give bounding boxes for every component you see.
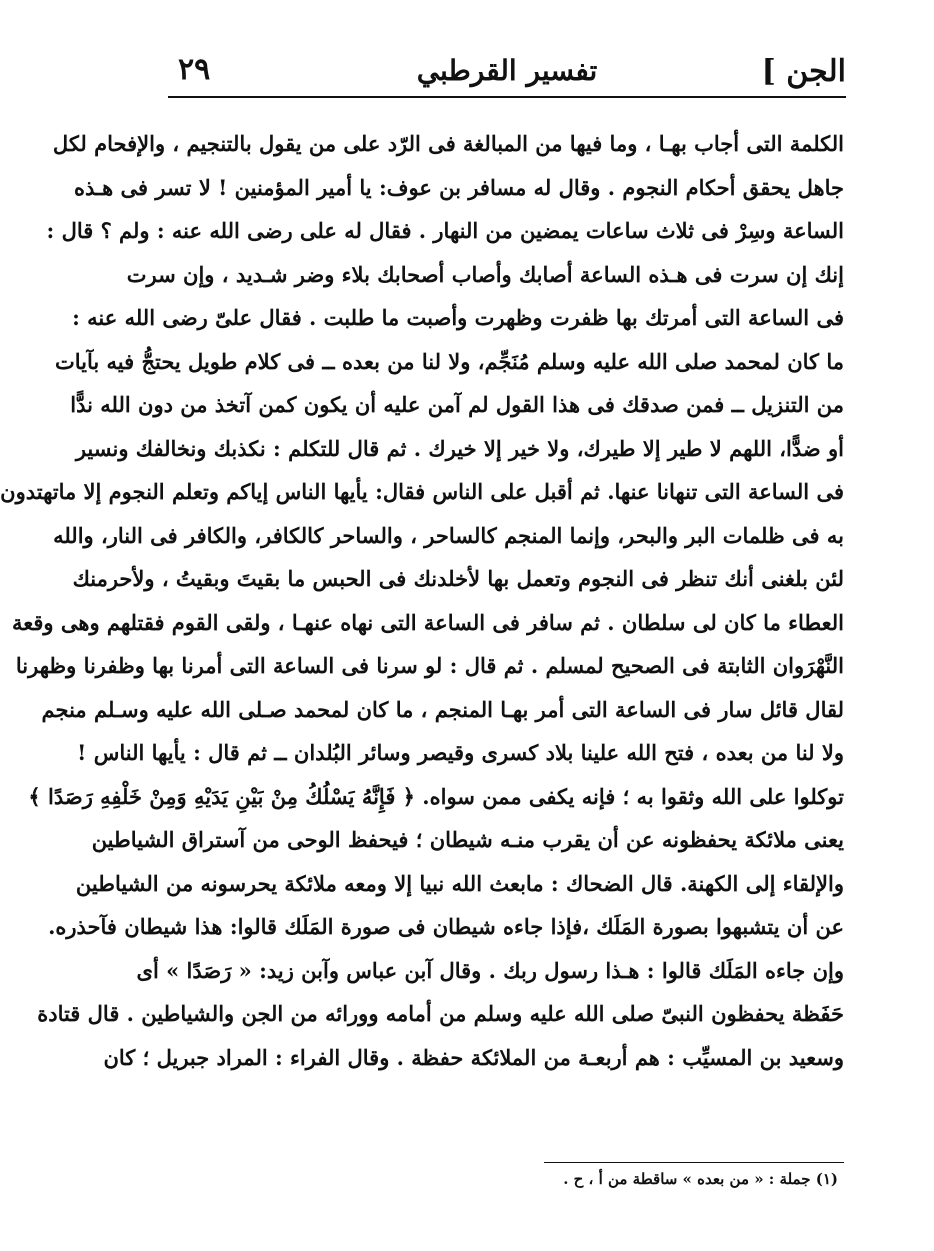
text-line: العطاء ما كان لى سلطان . ثم سافر فى الساعة التى نهاه عنهـا ، ولقى القوم فقتلهم وهى وقعة (11, 609, 844, 635)
text-line: النَّهْرَوان الثابتة فى الصحيح لمسلم . ثم قال : لو سرنا فى الساعة التى أمرنا بها وظفرنا وظهرنا (15, 653, 844, 678)
text-line: أو ضدًّا، اللهم لا طير إلا طيرك، ولا خير إلا خيرك . ثم قال للتكلم : نكذبك ونخالفك ونسير (75, 435, 844, 461)
text-line: والإلقاء إلى الكهنة. قال الضحاك : مابعث الله نبيا إلا ومعه ملائكة يحرسونه من الشياطين (75, 870, 844, 896)
text-line: حَفَظة يحفظون النبىّ صلى الله عليه وسلم من أمامه وورائه من الجن والشياطين . قال قتادة (37, 1001, 844, 1026)
text-line: فى الساعة التى أمرتك بها ظفرت وظهرت وأصبت ما طلبت . فقال علىّ رضى الله عنه : (72, 305, 844, 330)
text-line: من التنزيل ــ فمن صدقك فى هذا القول لم آمن عليه أن يكون كمن آتخذ من دون الله ندًّا (70, 392, 844, 417)
text-line: يعنى ملائكة يحفظونه عن أن يقرب منـه شيطان ؛ فيحفظ الوحى من آستراق الشياطين (91, 827, 844, 852)
text-line: عن أن يتشبهوا بصورة المَلَك ،فإذا جاءه شيطان فى صورة المَلَك قالوا: هذا شيطان فآحذره. (48, 914, 844, 939)
text-line: ما كان لمحمد صلى الله عليه وسلم مُنَجِّم، ولا لنا من بعده ــ فى كلام طويل يحتجُّ فيه بآيات (54, 348, 844, 374)
surah-name: الجن ] (761, 54, 846, 89)
text-line: الساعة وسِرْ فى ثلاث ساعات يمضين من النهار . فقال له على رضى الله عنه : ولم ؟ قال : (46, 218, 844, 243)
footnote: (١) جملة : « من بعده » ساقطة من أ ، ح . (563, 1170, 838, 1188)
footnote-divider (544, 1162, 844, 1163)
header-divider (168, 96, 846, 98)
text-line: وإن جاءه المَلَك قالوا : هـذا رسول ربك . وقال آبن عباس وآبن زيد: « رَصَدًا » أى (136, 957, 844, 983)
text-line: فى الساعة التى تنهانا عنها. ثم أقبل على الناس فقال: يأيها الناس إياكم وتعلم النجوم إلا ماتهتدون (0, 479, 844, 504)
text-line: وسعيد بن المسيِّب : هم أربعـة من الملائكة حفظة . وقال الفراء : المراد جبريل ؛ كان (103, 1044, 844, 1070)
page-number: ٢٩ (178, 52, 211, 87)
text-line: إنك إن سرت فى هـذه الساعة أصابك وأصاب أصحابك بلاء وضر شـديد ، وإن سرت (126, 261, 844, 287)
text-line: توكلوا على الله وثقوا به ؛ فإنه يكفى ممن سواه. ﴿ فَإِنَّهُ يَسْلُكُ مِنْ بَيْنِ يَدَيْهِ وَمِنْ خَلْفِهِ رَصَدًا ﴾ (28, 783, 844, 809)
book-title: تفسير القرطبي (416, 54, 598, 87)
text-line: ولا لنا من بعده ، فتح الله علينا بلاد كسرى وقيصر وسائر البُلدان ــ ثم قال : يأيها الناس ! (77, 740, 844, 765)
text-line: جاهل يحقق أحكام النجوم . وقال له مسافر بن عوف: يا أمير المؤمنين ! لا تسر فى هـذه (73, 174, 844, 200)
text-line: به فى ظلمات البر والبحر، وإنما المنجم كالساحر ، والساحر كالكافر، والكافر فى النار، والله (53, 522, 844, 548)
text-line: لئن بلغنى أنك تنظر فى النجوم وتعمل بها لأخلدنك فى الحبس ما بقيتَ وبقيتُ ، ولأحرمنك (72, 566, 844, 591)
text-line: الكلمة التى أجاب بهـا ، وما فيها من المبالغة فى الرّد على من يقول بالتنجيم ، والإفحام لكل (52, 131, 844, 156)
text-line: لقال قائل سار فى الساعة التى أمر بهـا المنجم ، ما كان لمحمد صـلى الله عليه وسـلم منجم (41, 696, 844, 722)
page-header (168, 48, 846, 92)
body-text (0, 122, 844, 1079)
